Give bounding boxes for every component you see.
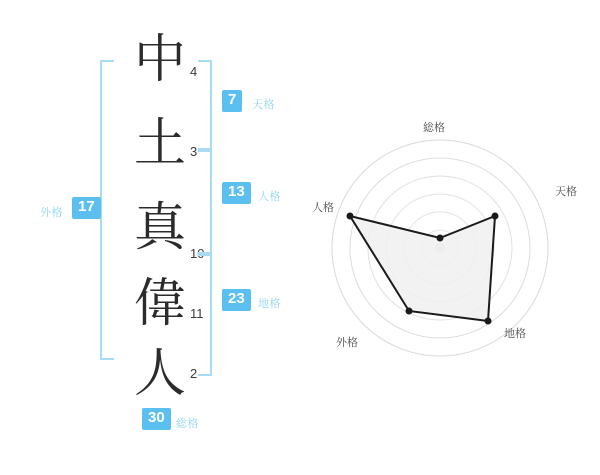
score-badge-chikaku: 23 — [222, 289, 251, 311]
score-badge-gaikaku: 17 — [72, 197, 101, 219]
kanji-char-4: 偉 — [133, 274, 186, 334]
score-label-jinkaku: 人格 — [258, 191, 281, 203]
radar-axis-label-soukaku: 総格 — [423, 122, 445, 134]
score-badge-tenkaku: 7 — [222, 90, 242, 112]
kanji-char-5: 人 — [133, 344, 186, 404]
bracket-gaikaku — [100, 60, 114, 360]
radar-data-polygon — [350, 216, 495, 321]
radar-axis-label-chikaku: 地格 — [504, 328, 526, 340]
stroke-count-3: 10 — [190, 246, 205, 261]
stroke-count-1: 4 — [190, 64, 198, 79]
score-label-chikaku: 地格 — [258, 298, 281, 310]
kanji-char-3: 真 — [133, 198, 186, 258]
score-badge-soukaku: 30 — [142, 408, 171, 430]
radar-chart — [300, 0, 600, 470]
score-badge-jinkaku: 13 — [222, 182, 251, 204]
bracket-tenkaku — [198, 60, 212, 152]
name-breakdown-panel — [0, 0, 300, 470]
bracket-chikaku — [198, 252, 212, 376]
score-label-soukaku: 総格 — [176, 418, 199, 430]
radar-axis-label-jinkaku: 人格 — [312, 202, 334, 214]
kanji-char-1: 中 — [133, 30, 186, 90]
score-label-tenkaku: 天格 — [252, 99, 275, 111]
stroke-count-2: 3 — [190, 144, 198, 159]
stroke-count-4: 11 — [190, 306, 204, 321]
radar-axis-label-tenkaku: 天格 — [555, 186, 577, 198]
bracket-jinkaku — [198, 148, 212, 256]
radar-chart-svg — [300, 0, 600, 470]
kanji-char-2: 土 — [133, 114, 186, 174]
stroke-count-5: 2 — [190, 366, 198, 381]
score-label-gaikaku: 外格 — [40, 207, 63, 219]
radar-axis-label-gaikaku: 外格 — [336, 337, 358, 349]
